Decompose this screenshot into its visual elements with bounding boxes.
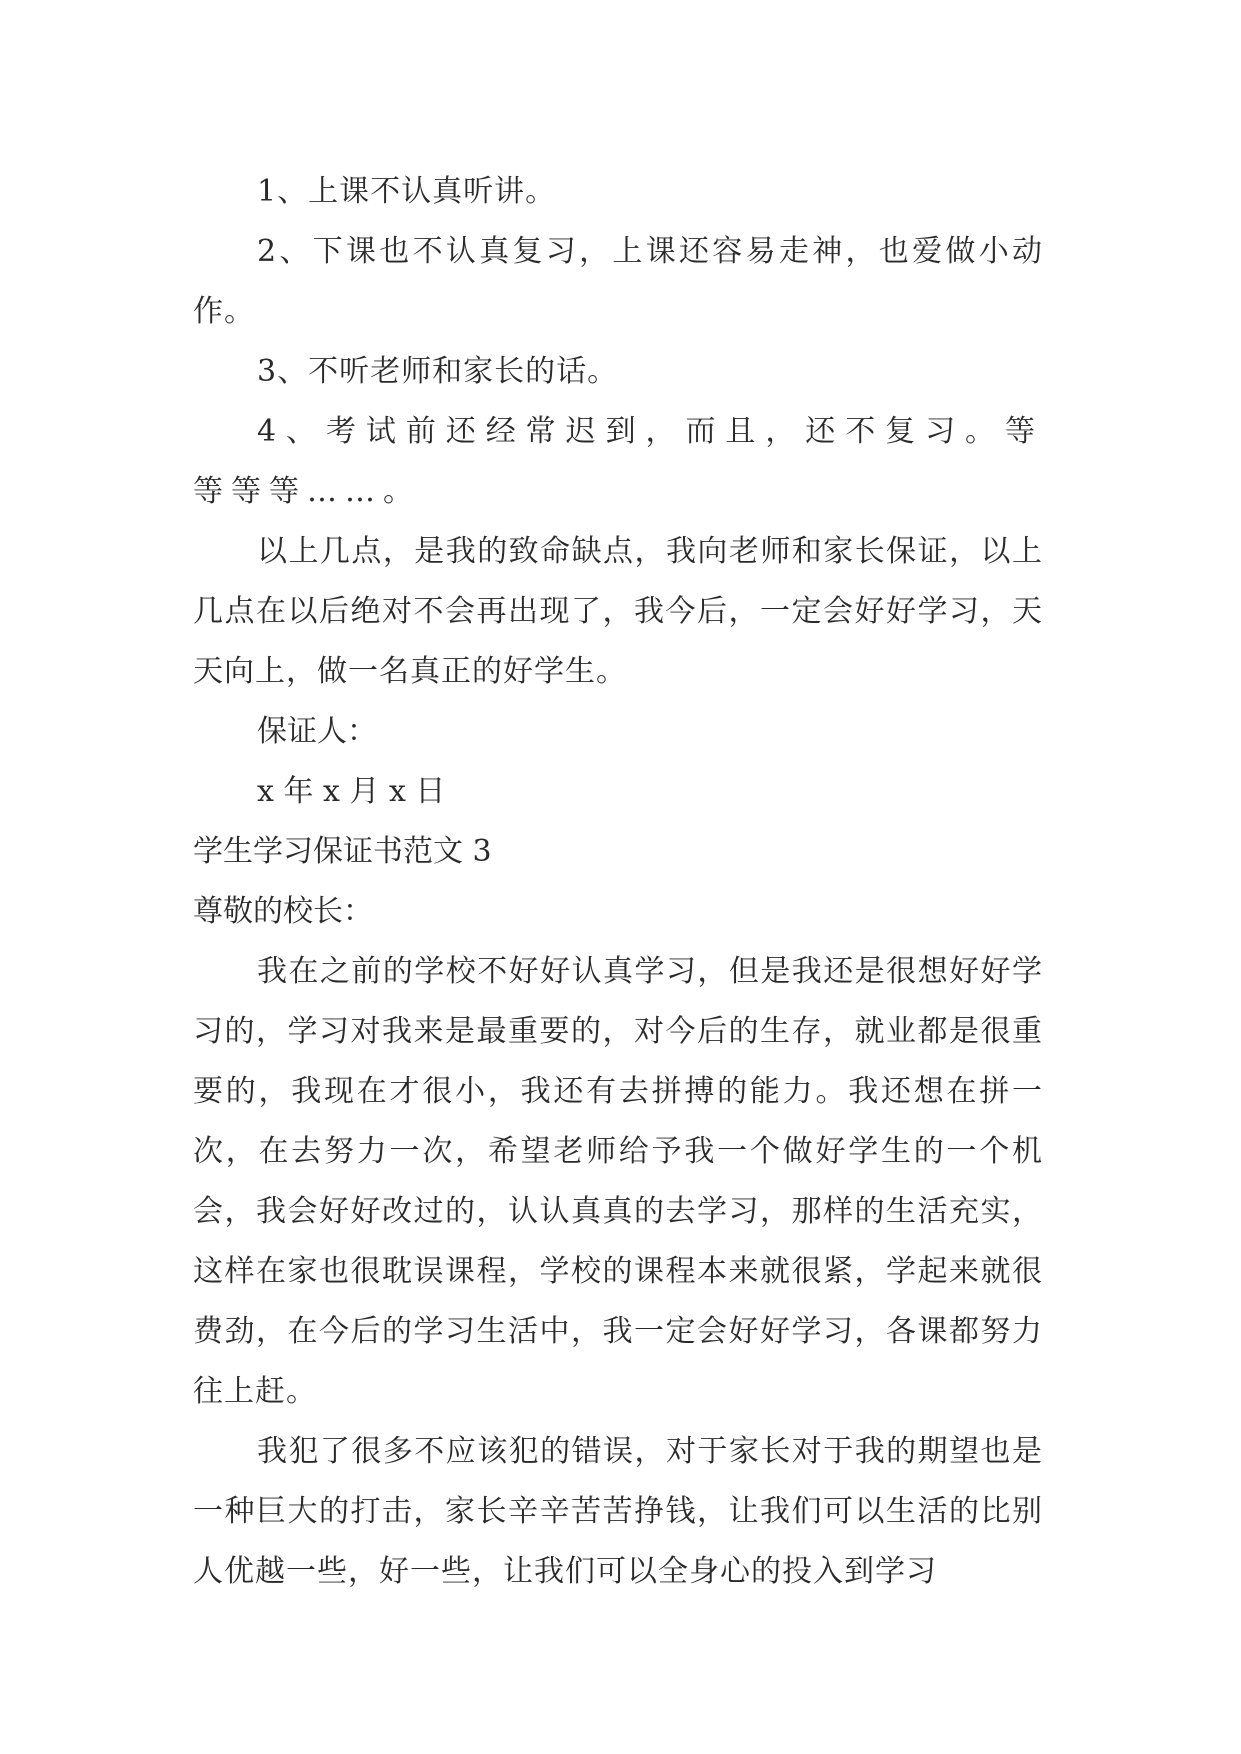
- document-content: [193, 162, 1043, 1602]
- body-paragraph-2: 我犯了很多不应该犯的错误，对于家长对于我的期望也是一种巨大的打击，家长辛辛苦苦挣钱，让我们可以生活的比别人优越一些，好一些，让我们可以全身心的投入到学习: [193, 1434, 1043, 1589]
- list-item-4: 4、考试前还经常迟到，而且，还不复习。等等等等……。: [193, 414, 1043, 509]
- list-item-3: 3、不听老师和家长的话。: [257, 354, 619, 389]
- salutation: 尊敬的校长：: [193, 894, 373, 929]
- date-line: x 年 x 月 x 日: [257, 774, 446, 809]
- list-item-1: 1、上课不认真听讲。: [257, 174, 557, 209]
- body-paragraph-1: 我在之前的学校不好好认真学习，但是我还是很想好好学习的，学习对我来是最重要的，对今后的生存，就业都是很重要的，我现在才很小，我还有去拼搏的能力。我还想在拼一次，在去努力一次，希望老师给予我一个做好学生的一个机会，我会好好改过的，认认真真的去学习，那样的生活充实，这样在家也很耽误课程，学校的课程本来就很紧，学起来就很费劲，在今后的学习生活中，我一定会好好学习，各课都努力往上赶。: [193, 954, 1043, 1409]
- pledge-paragraph: 以上几点，是我的致命缺点，我向老师和家长保证，以上几点在以后绝对不会再出现了，我今后，一定会好好学习，天天向上，做一名真正的好学生。: [193, 534, 1043, 689]
- list-item-2: 2、下课也不认真复习，上课还容易走神，也爱做小动作。: [193, 234, 1043, 329]
- section-title: 学生学习保证书范文 3: [193, 834, 492, 869]
- guarantor-label: 保证人：: [257, 714, 377, 749]
